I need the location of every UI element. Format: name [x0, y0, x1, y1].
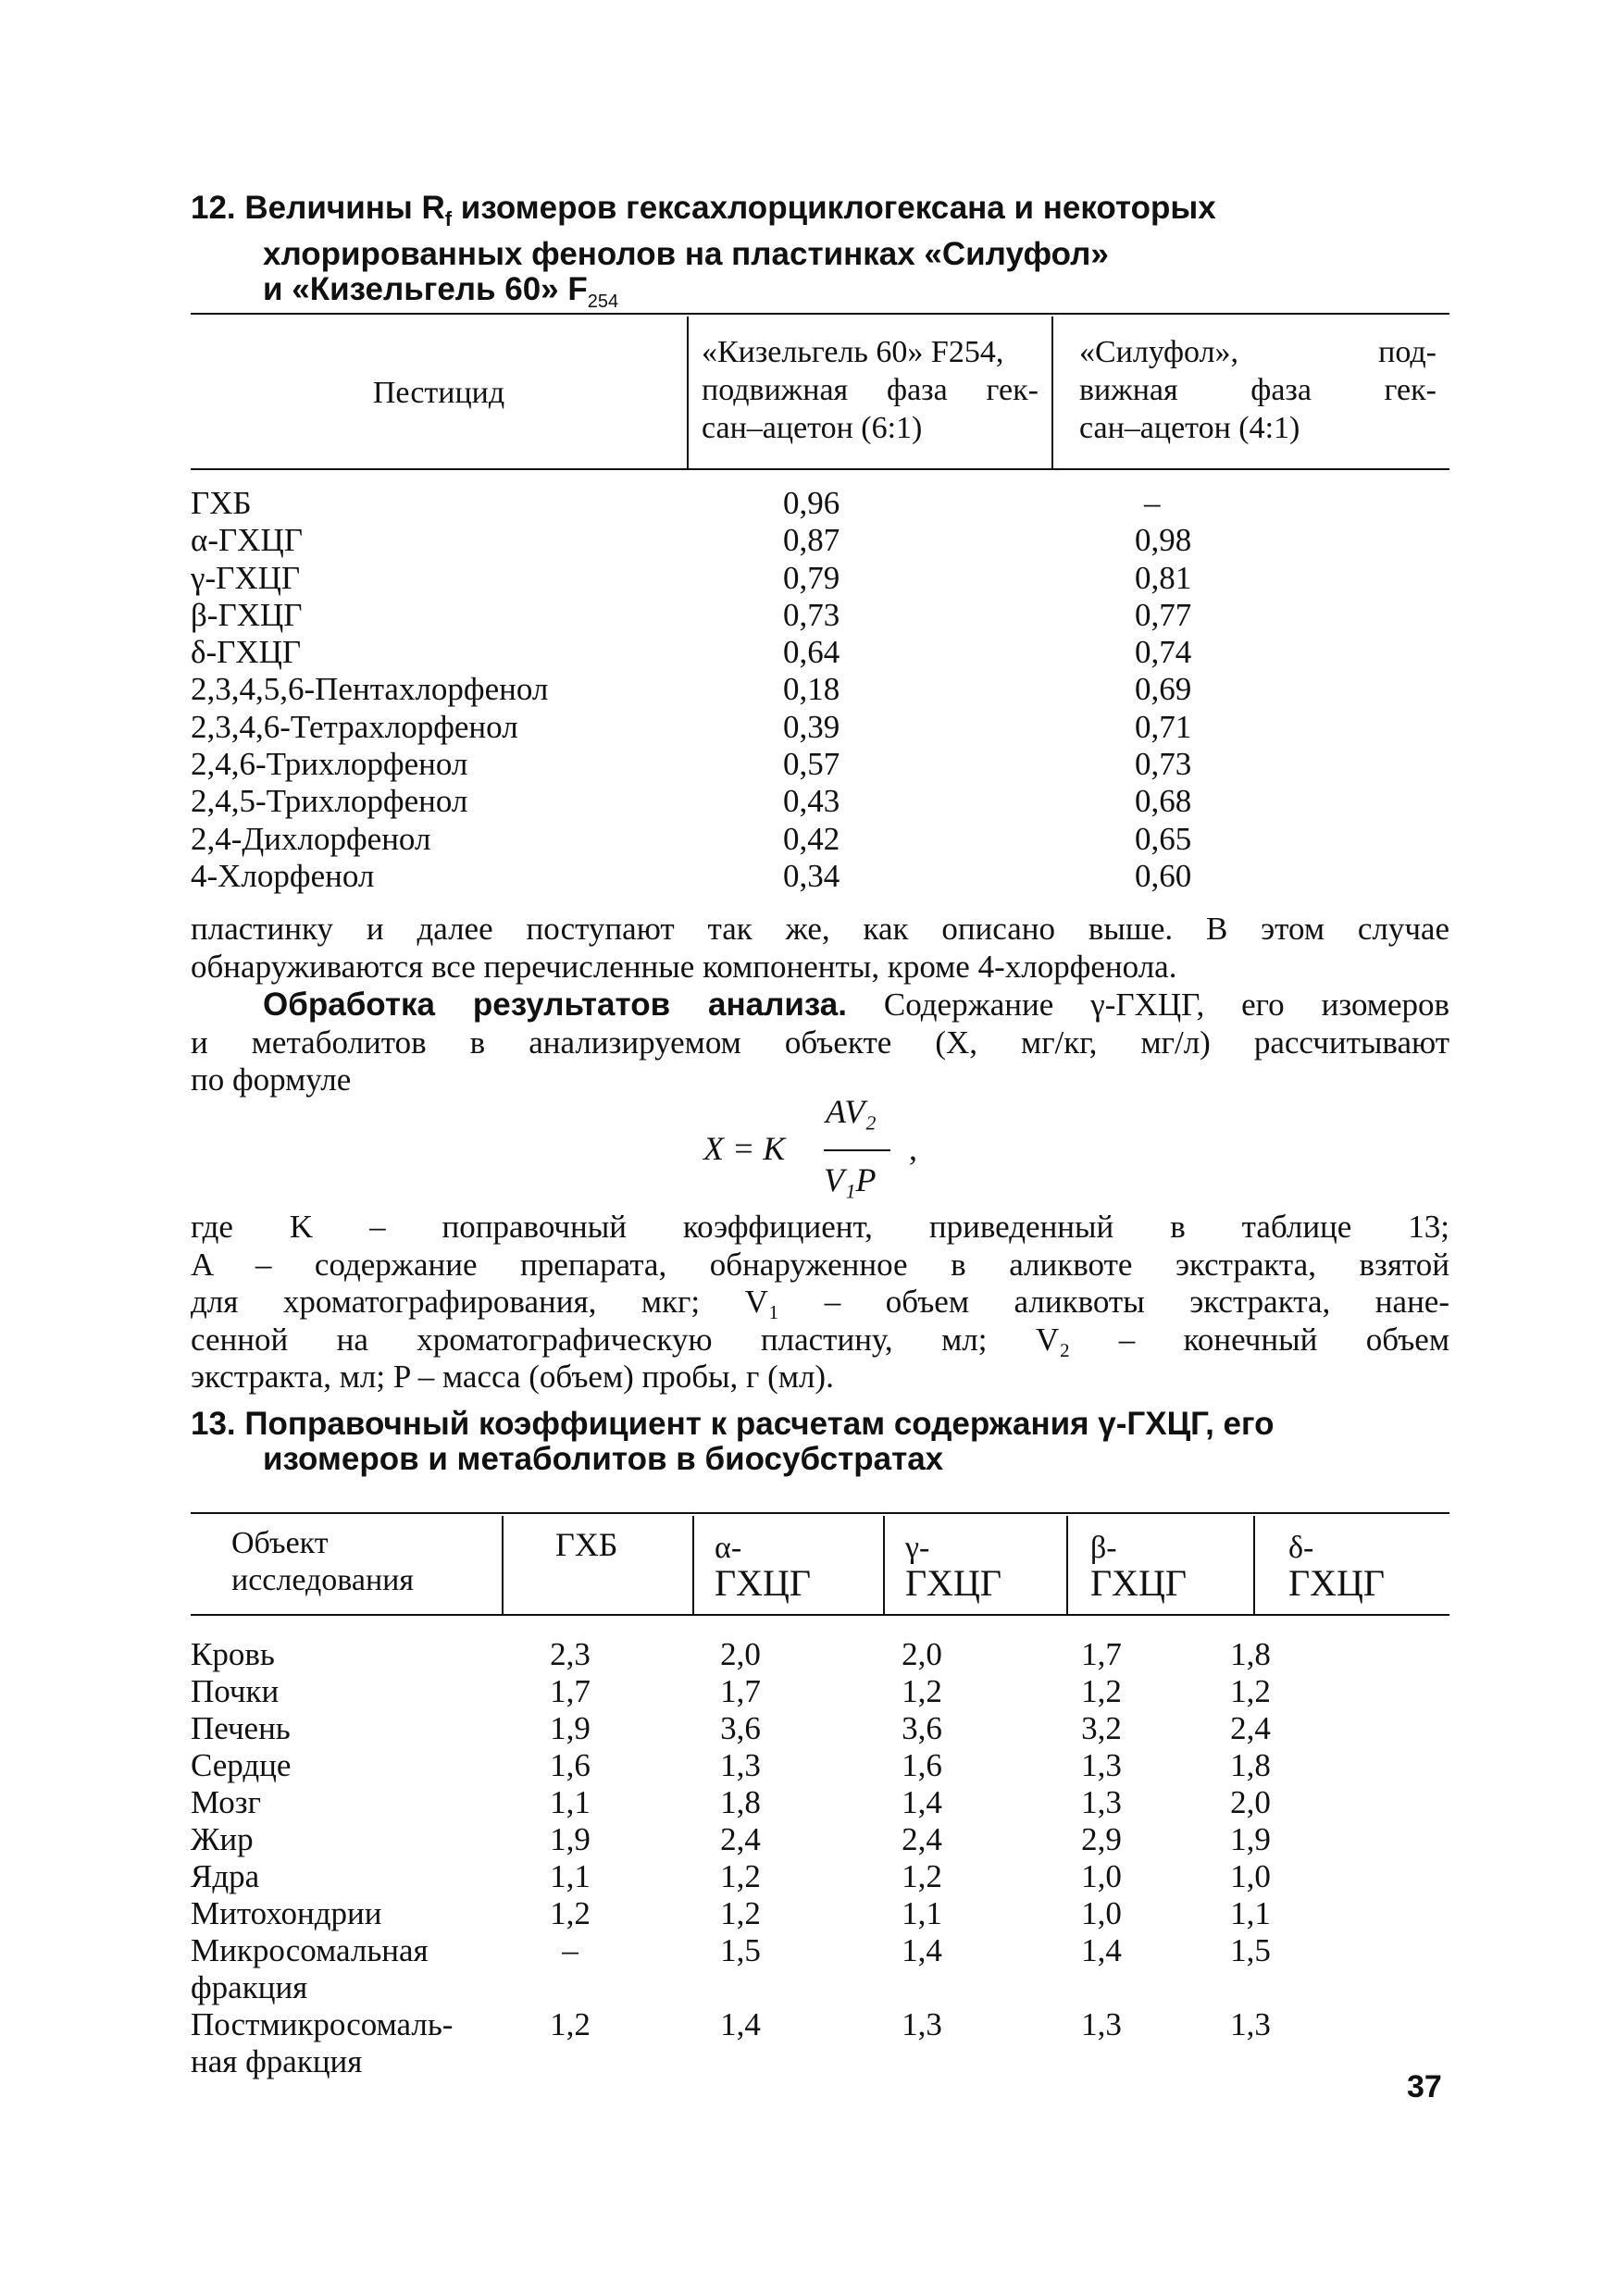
coefficient-value: 2,9	[1081, 1821, 1122, 1857]
rf-kieselgel: 0,42	[783, 820, 840, 857]
text-line: сенной на хроматографическую пластину, мл; V₂ – конечный объем	[191, 1321, 1449, 1358]
table-row	[191, 671, 1449, 708]
object-name-line: Почки	[191, 1673, 280, 1709]
text-line: экстракта, мл; P – масса (объем) пробы, г (мл).	[191, 1359, 834, 1395]
section-heading-inline: Обработка результатов анализа.	[263, 987, 847, 1023]
rf-silufol: 0,68	[1135, 783, 1192, 820]
table-row	[191, 1895, 1449, 1932]
rf-kieselgel: 0,43	[783, 783, 840, 820]
coefficient-value: 1,2	[902, 1858, 942, 1894]
coefficient-value: –	[562, 1932, 578, 1968]
rf-kieselgel: 0,79	[783, 559, 840, 596]
pesticide-name: 2,4,6-Трихлорфенол	[191, 746, 468, 783]
text-line: для хроматографирования, мкг; V₁ – объем аликвоты экстракта, нане-	[191, 1284, 1449, 1320]
text-line: по формуле	[191, 1061, 352, 1098]
object-name	[191, 1895, 505, 1932]
coefficient-value: 3,6	[902, 1710, 942, 1746]
coefficient-value: 1,2	[550, 2006, 591, 2042]
table12-top-rule	[191, 313, 1449, 315]
table13-header-object: Объект исследования	[231, 1526, 415, 1597]
text-line: Обработка результатов анализа. Содержание γ-ГХЦГ, его изомеров	[263, 987, 1450, 1023]
coefficient-value: 1,1	[550, 1858, 591, 1894]
text-line: где K – поправочный коэффициент, приведенный в таблице 13;	[191, 1209, 1449, 1245]
table-row	[191, 1747, 1449, 1784]
coefficient-value: 1,2	[1230, 1673, 1271, 1709]
rf-kieselgel: 0,39	[783, 708, 840, 745]
object-name	[191, 2006, 505, 2080]
table-row	[191, 597, 1449, 634]
object-name	[191, 1858, 505, 1895]
coefficient-value: 1,8	[1230, 1636, 1271, 1672]
rf-silufol: 0,81	[1135, 559, 1192, 596]
coefficient-value: 1,7	[720, 1673, 761, 1709]
rf-silufol: 0,69	[1135, 671, 1192, 708]
table-row	[191, 1710, 1449, 1747]
coefficient-value: 1,8	[1230, 1747, 1271, 1783]
coefficient-value: 1,7	[550, 1673, 591, 1709]
text-line: и метаболитов в анализируемом объекте (X, мг/кг, мг/л) рассчитывают	[191, 1024, 1449, 1061]
table-row	[191, 709, 1449, 746]
coefficient-value: 1,7	[1081, 1636, 1122, 1672]
table12-header-pesticide: Пестицид	[372, 375, 505, 410]
table13-caption	[191, 1407, 1468, 1477]
coefficient-value: 1,3	[720, 1747, 761, 1783]
coefficient-value: 2,0	[1230, 1784, 1271, 1820]
object-name	[191, 1636, 505, 1673]
coefficient-value: 1,4	[720, 2006, 761, 2042]
coefficient-value: 1,3	[1081, 1747, 1122, 1783]
object-name-line: Жир	[191, 1821, 254, 1857]
object-name-line: Микросомальная	[191, 1932, 429, 1968]
coefficient-value: 1,2	[720, 1858, 761, 1894]
pesticide-name: δ-ГХЦГ	[191, 634, 302, 671]
coefficient-value: 1,2	[550, 1895, 591, 1931]
coefficient-value: 3,2	[1081, 1710, 1122, 1746]
rf-silufol: –	[1144, 485, 1161, 521]
table-row	[191, 783, 1449, 820]
coefficient-value: 1,3	[1081, 1784, 1122, 1820]
object-name-line: Постмикросомаль-	[191, 2006, 454, 2042]
table13-header	[191, 1516, 1449, 1614]
table-row	[191, 858, 1449, 895]
pesticide-name: 2,3,4,5,6-Пентахлорфенол	[191, 671, 549, 708]
coefficient-value: 1,0	[1081, 1895, 1122, 1931]
pesticide-name: β-ГХЦГ	[191, 596, 303, 633]
table12-header	[191, 316, 1449, 468]
table13-caption-line2: изомеров и метаболитов в биосубстратах	[263, 1441, 944, 1477]
coefficient-value: 1,9	[1230, 1821, 1271, 1857]
table-row	[191, 560, 1449, 597]
object-name-line: Кровь	[191, 1636, 275, 1672]
table12-header-kieselgel: «Кизельгель 60» F254, подвижная фаза гек- сан–ацетон (6:1)	[687, 316, 1053, 468]
page-number: 37	[1407, 2069, 1442, 2104]
coefficient-value: 1,6	[902, 1747, 942, 1783]
coefficient-value: 1,0	[1230, 1858, 1271, 1894]
pesticide-name: 4-Хлорфенол	[191, 857, 375, 894]
table12-caption-line3: и «Кизельгель 60» $F_{254}$	[263, 271, 619, 312]
table12-caption	[191, 191, 1468, 319]
rf-kieselgel: 0,34	[783, 857, 840, 894]
formula-comma: ,	[909, 1130, 917, 1167]
table-row	[191, 634, 1449, 671]
pesticide-name: 2,4-Дихлорфенол	[191, 820, 431, 857]
coefficient-value: 1,8	[720, 1784, 761, 1820]
coefficient-value: 1,2	[1081, 1673, 1122, 1709]
coefficient-value: 1,2	[720, 1895, 761, 1931]
formula-numerator: AV₂	[826, 1093, 877, 1130]
coefficient-value: 1,6	[550, 1747, 591, 1783]
paragraph-analysis	[191, 987, 1449, 1099]
table13-body	[191, 1636, 1449, 2080]
coefficient-value: 2,4	[902, 1821, 942, 1857]
pesticide-name: γ-ГХЦГ	[191, 559, 301, 596]
pesticide-name: ГХБ	[191, 485, 252, 521]
rf-kieselgel: 0,96	[783, 485, 840, 521]
coefficient-value: 1,5	[1230, 1932, 1271, 1968]
rf-silufol: 0,65	[1135, 820, 1192, 857]
text-line: пластинку и далее поступают так же, как описано выше. В этом случае	[191, 911, 1449, 947]
object-name-line: Сердце	[191, 1747, 292, 1783]
rf-kieselgel: 0,18	[783, 671, 840, 708]
table13-header-delta: δ- ГХЦГ	[1253, 1516, 1449, 1614]
paragraph-continuation	[191, 911, 1449, 986]
table13-top-rule	[191, 1512, 1449, 1514]
rf-kieselgel: 0,64	[783, 634, 840, 671]
coefficient-value: 2,4	[720, 1821, 761, 1857]
object-name-line: Ядра	[191, 1858, 260, 1894]
table-row	[191, 1821, 1449, 1858]
coefficient-value: 1,9	[550, 1710, 591, 1746]
rf-silufol: 0,98	[1135, 522, 1192, 559]
coefficient-value: 1,0	[1081, 1858, 1122, 1894]
table-row	[191, 2006, 1449, 2080]
table-row	[191, 1784, 1449, 1821]
coefficient-value: 1,4	[902, 1932, 942, 1968]
object-name	[191, 1673, 505, 1710]
object-name	[191, 1747, 505, 1784]
table-row	[191, 485, 1449, 522]
table-row	[191, 522, 1449, 559]
object-name	[191, 1784, 505, 1821]
table-row	[191, 1636, 1449, 1673]
formula-fraction-bar	[824, 1149, 890, 1151]
coefficient-value: 3,6	[720, 1710, 761, 1746]
text-line: обнаруживаются все перечисленные компоненты, кроме 4-хлорфенола.	[191, 948, 1177, 985]
table13-header-hcb: ГХБ	[502, 1516, 692, 1614]
table12-body	[191, 485, 1449, 895]
table-row	[191, 1932, 1449, 2006]
coefficient-value: 1,4	[1081, 1932, 1122, 1968]
table12-caption-line1: 12. Величины $R_f$ изомеров гексахлорциклогексана и некоторых	[191, 190, 1216, 230]
coefficient-value: 1,9	[550, 1821, 591, 1857]
rf-kieselgel: 0,57	[783, 746, 840, 783]
table12-header-rule	[191, 468, 1449, 470]
table13-header-gamma: γ- ГХЦГ	[883, 1516, 1066, 1614]
table13-header-alpha: α- ГХЦГ	[692, 1516, 883, 1614]
table13-header-beta: β- ГХЦГ	[1066, 1516, 1253, 1614]
table-row	[191, 746, 1449, 783]
coefficient-value: 1,2	[902, 1673, 942, 1709]
formula-denominator: V₁P	[824, 1161, 877, 1198]
rf-kieselgel: 0,73	[783, 596, 840, 633]
object-name-line: фракция	[191, 1969, 308, 2005]
table12-caption-line2: хлорированных фенолов на пластинках «Силуфол»	[263, 236, 1109, 272]
rf-silufol: 0,74	[1135, 634, 1192, 671]
formula	[703, 1092, 981, 1203]
text-line: A – содержание препарата, обнаруженное в аликвоте экстракта, взятой	[191, 1246, 1449, 1283]
object-name-line: Мозг	[191, 1784, 261, 1820]
rf-kieselgel: 0,87	[783, 522, 840, 559]
paragraph-definitions	[191, 1209, 1449, 1396]
coefficient-value: 2,4	[1230, 1710, 1271, 1746]
table12-header-silufol: «Силуфол», под- вижная фаза гек- сан–ацетон (4:1)	[1079, 335, 1437, 445]
coefficient-value: 2,3	[550, 1636, 591, 1672]
coefficient-value: 1,4	[902, 1784, 942, 1820]
table-row	[191, 821, 1449, 858]
object-name-line: ная фракция	[191, 2043, 363, 2079]
rf-silufol: 0,73	[1135, 746, 1192, 783]
object-name	[191, 1710, 505, 1747]
coefficient-value: 2,0	[902, 1636, 942, 1672]
coefficient-value: 2,0	[720, 1636, 761, 1672]
rf-silufol: 0,71	[1135, 708, 1192, 745]
coefficient-value: 1,5	[720, 1932, 761, 1968]
coefficient-value: 1,1	[902, 1895, 942, 1931]
object-name	[191, 1932, 505, 2006]
table13-header-rule	[191, 1614, 1449, 1616]
object-name-line: Митохондрии	[191, 1895, 382, 1931]
object-name	[191, 1821, 505, 1858]
pesticide-name: 2,3,4,6-Тетрахлорфенол	[191, 708, 518, 745]
coefficient-value: 1,1	[1230, 1895, 1271, 1931]
table-row	[191, 1858, 1449, 1895]
table13-caption-line1: 13. Поправочный коэффициент к расчетам содержания γ-ГХЦГ, его	[191, 1406, 1275, 1442]
coefficient-value: 1,3	[1081, 2006, 1122, 2042]
formula-lhs: X = K	[703, 1130, 786, 1167]
pesticide-name: α-ГХЦГ	[191, 522, 304, 559]
rf-silufol: 0,60	[1135, 857, 1192, 894]
coefficient-value: 1,3	[902, 2006, 942, 2042]
pesticide-name: 2,4,5-Трихлорфенол	[191, 783, 468, 820]
coefficient-value: 1,1	[550, 1784, 591, 1820]
object-name-line: Печень	[191, 1710, 291, 1746]
coefficient-value: 1,3	[1230, 2006, 1271, 2042]
table-row	[191, 1673, 1449, 1710]
rf-silufol: 0,77	[1135, 596, 1192, 633]
